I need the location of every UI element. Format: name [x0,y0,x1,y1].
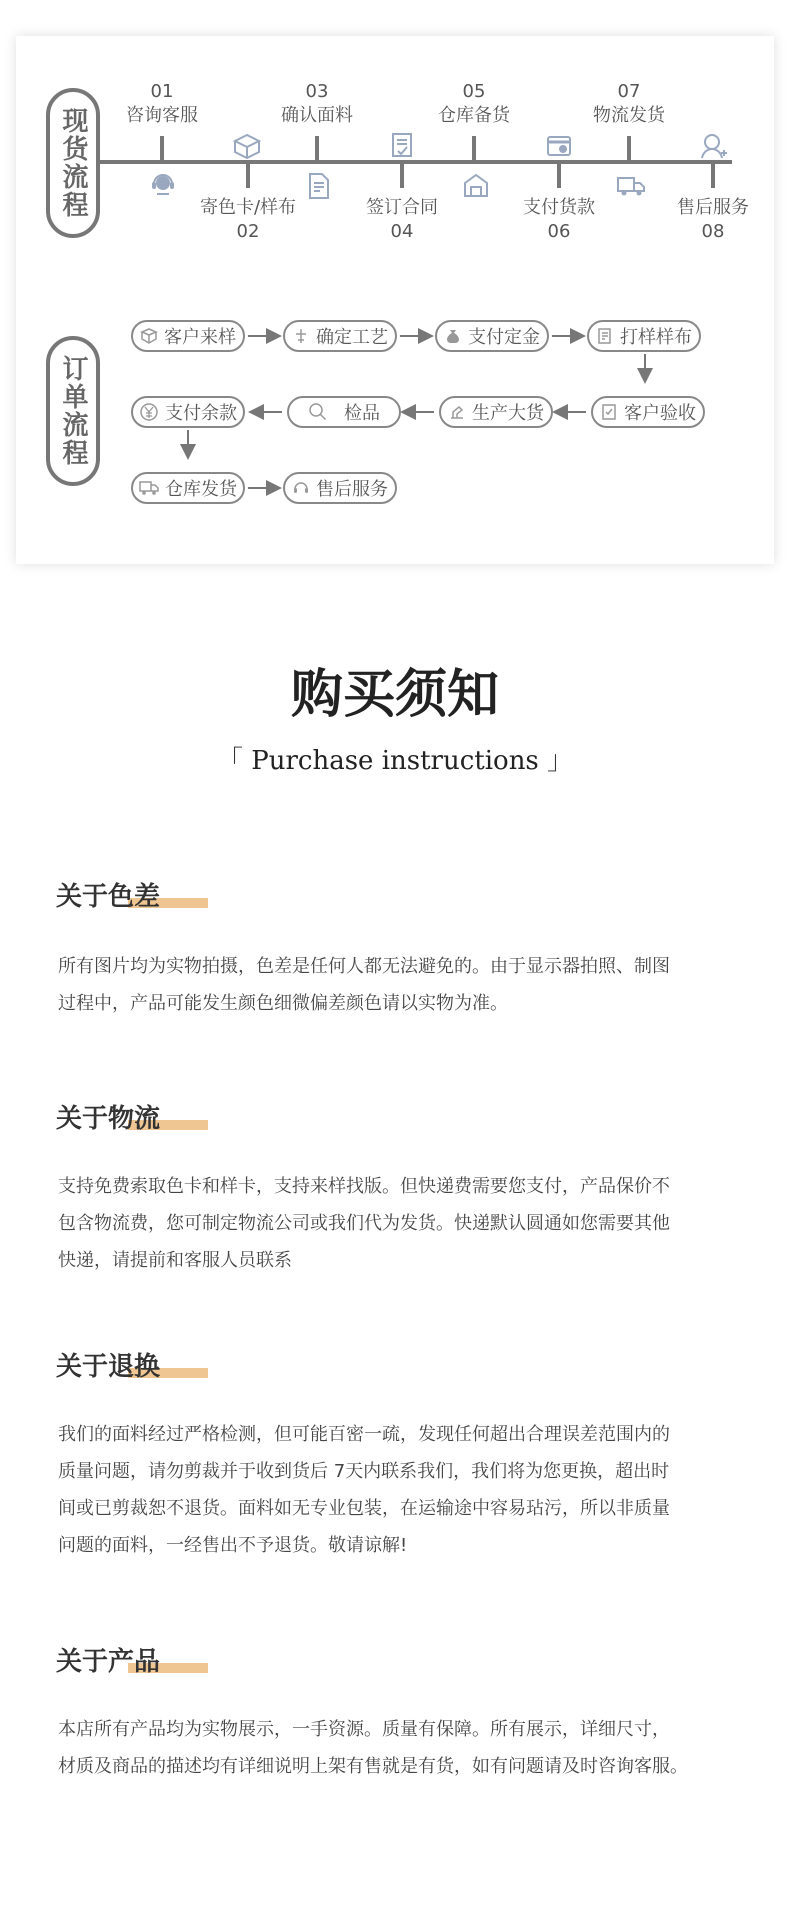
order-step-pay-deposit: 支付定金 [435,320,549,352]
order-process-label: 订单流程 [46,336,100,486]
order-step-inspection: 检品 [287,396,401,428]
magnifier-icon [308,402,328,422]
yen-icon [139,402,159,422]
section-body-color-difference: 所有图片均为实物拍摄，色差是任何人都无法避免的。由于显示器拍照、制图 过程中，产品可能发生颜色细微偏差颜色请以实物为准。 [58,956,670,1014]
step-07: 07 物流发货 [593,81,665,126]
section-body-returns: 我们的面料经过严格检测，但可能百密一疏，发现任何超出合理误差范围内的 质量问题，请勿剪裁并于收到货后 7天内联系我们，我们将为您更换，超出时 间或已剪裁恕不退货。面料如无专业包装，在运输途中容易玷污，所以非质量 问题的面料，一经售出不予退货。敬请谅解! [58,1424,670,1556]
section-body-logistics: 支持免费索取色卡和样卡，支持来样找版。但快递费需要您支付，产品保价不 包含物流费，您可制定物流公司或我们代为发货。快递默认圆通如您需要其他 快递，请提前和客服人员联系 [58,1176,670,1271]
step-08: 售后服务 08 [677,197,749,242]
section-title-color-difference: 关于色差 [56,876,160,913]
section-title-returns: 关于退换 [56,1346,160,1383]
order-step-pay-balance: 支付余款 [131,396,245,428]
money-bag-icon [444,327,462,345]
step-04: 签订合同 04 [366,197,438,242]
order-step-mass-production: 生产大货 [439,396,553,428]
checklist-icon [600,403,618,421]
order-step-after-sales: 售后服务 [283,472,397,504]
current-process-label: 现货流程 [46,88,100,238]
sewing-icon [292,327,310,345]
order-step-proofing: 打样样布 [587,320,701,352]
truck-icon [139,479,159,497]
step-05: 05 仓库备货 [438,81,510,126]
step-02: 寄色卡/样布 02 [199,197,297,242]
section-body-product: 本店所有产品均为实物展示，一手资源。质量有保障。所有展示，详细尺寸， 材质及商品的描述均有详细说明上架有售就是有货，如有问题请及时咨询客服。 [58,1719,688,1777]
headset-icon [292,479,310,497]
section-title-logistics: 关于物流 [56,1098,160,1135]
section-title-product: 关于产品 [56,1641,160,1678]
step-06: 支付货款 06 [523,197,595,242]
package-icon [140,327,158,345]
page-subtitle: 「 Purchase instructions 」 [216,746,574,776]
step-01: 01 咨询客服 [126,81,198,126]
process-card [16,36,774,564]
step-03: 03 确认面料 [281,81,353,126]
machine-icon [448,403,466,421]
notepad-icon [596,327,614,345]
order-step-customer-sample: 客户来样 [131,320,245,352]
order-step-warehouse-ship: 仓库发货 [131,472,245,504]
order-step-customer-acceptance: 客户验收 [591,396,705,428]
page-title: 购买须知 [290,665,499,725]
order-step-confirm-craft: 确定工艺 [283,320,397,352]
